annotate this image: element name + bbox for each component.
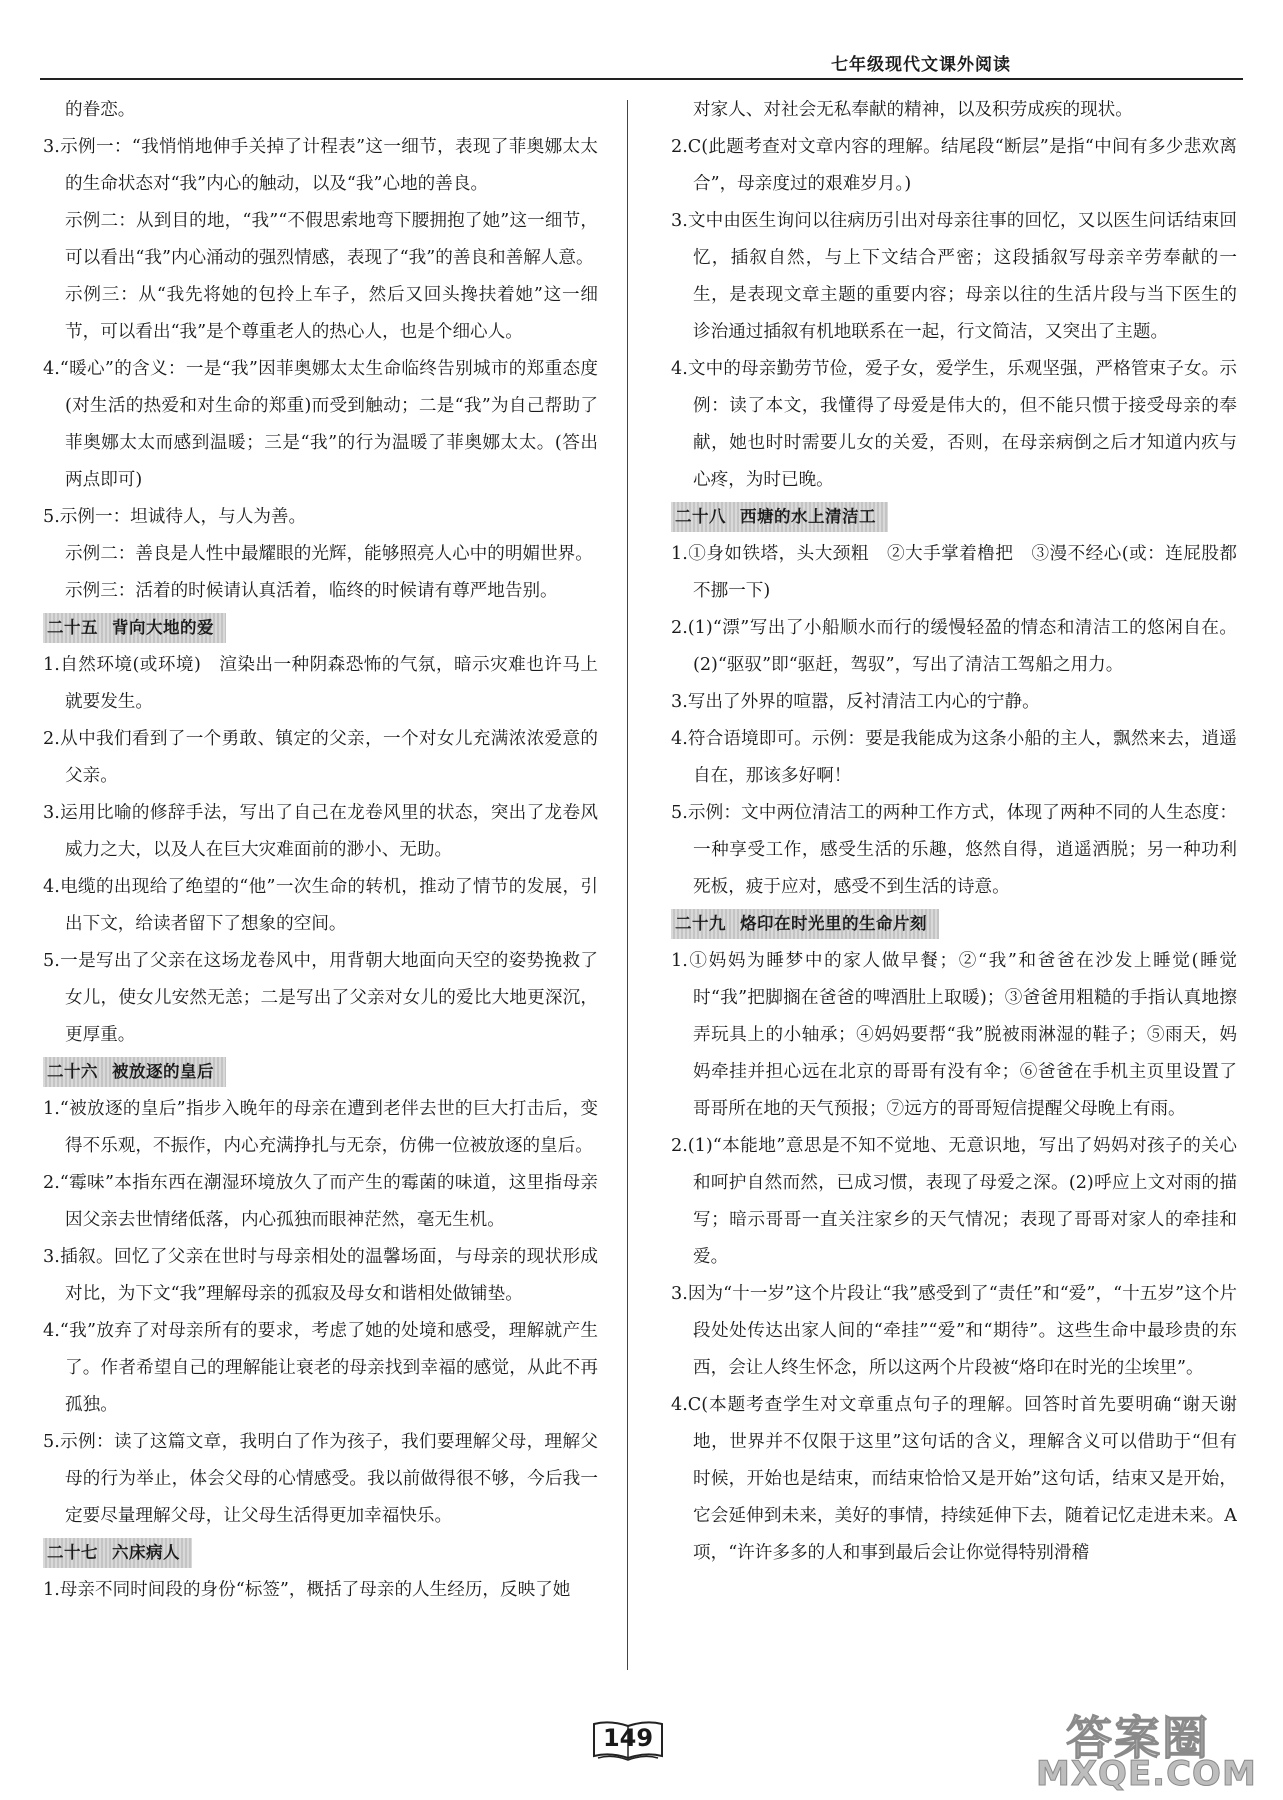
answer-item: 3.写出了外界的喧嚣，反衬清洁工内心的宁静。 xyxy=(671,692,1040,712)
answer-item: 1.“被放逐的皇后”指步入晚年的母亲在遭到老伴去世的巨大打击后，变得不乐观，不振作，内心充满挣扎与无奈，仿佛一位被放逐的皇后。 xyxy=(43,1099,598,1156)
section-heading-row xyxy=(671,906,1237,943)
section-heading xyxy=(671,909,939,939)
answer-continuation: 对家人、对社会无私奉献的精神，以及积劳成疾的现状。 xyxy=(693,100,1133,120)
answer-item: 3.因为“十一岁”这个片段让“我”感受到了“责任”和“爱”，“十五岁”这个片段处处传达出家人间的“牵挂”“爱”和“期待”。这些生命中最珍贵的东西，会让人终生怀念，所以这两个片段被“烙印在时光的尘埃里”。 xyxy=(671,1284,1237,1378)
page-number-badge xyxy=(590,1718,666,1762)
section-heading-row xyxy=(43,610,598,647)
section-heading xyxy=(43,1538,192,1568)
section-heading xyxy=(43,613,226,643)
right-column xyxy=(671,92,1237,1692)
section-number: 二十六 xyxy=(47,1062,98,1081)
section-heading xyxy=(671,502,888,532)
answer-item: 5.一是写出了父亲在这场龙卷风中，用背朝大地面向天空的姿势挽救了女儿，使女儿安然无恙；二是写出了父亲对女儿的爱比大地更深沉，更厚重。 xyxy=(43,951,598,1045)
section-title: 被放逐的皇后 xyxy=(112,1062,214,1081)
section-heading-row xyxy=(43,1054,598,1091)
answer-item: 1.自然环境(或环境) 渲染出一种阴森恐怖的气氛，暗示灾难也许马上就要发生。 xyxy=(43,655,598,712)
answer-continuation: 示例二：从到目的地，“我”“不假思索地弯下腰拥抱了她”这一细节，可以看出“我”内心涌动的强烈情感，表现了“我”的善良和善解人意。 xyxy=(65,211,598,268)
section-title: 六床病人 xyxy=(112,1543,180,1562)
answer-continuation: 示例三：从“我先将她的包拎上车子，然后又回头搀扶着她”这一细节，可以看出“我”是个尊重老人的热心人，也是个细心人。 xyxy=(65,285,598,342)
section-title: 背向大地的爱 xyxy=(112,618,214,637)
answer-item: 2.(1)“本能地”意思是不知不觉地、无意识地，写出了妈妈对孩子的关心和呵护自然而然，已成习惯，表现了母爱之深。(2)呼应上文对雨的描写；暗示哥哥一直关注家乡的天气情况；表现了哥哥对家人的牵挂和爱。 xyxy=(671,1136,1237,1267)
answer-item: 3.示例一：“我悄悄地伸手关掉了计程表”这一细节，表现了菲奥娜太太的生命状态对“我”内心的触动，以及“我”心地的善良。 xyxy=(43,137,598,194)
answer-continuation: 示例三：活着的时候请认真活着，临终的时候请有尊严地告别。 xyxy=(65,581,558,601)
answer-continuation: 示例二：善良是人性中最耀眼的光辉，能够照亮人心中的明媚世界。 xyxy=(65,544,593,564)
watermark-logo-text: 答案圈 xyxy=(1066,1711,1210,1765)
header-title: 七年级现代文课外阅读 xyxy=(831,55,1011,75)
section-title: 西塘的水上清洁工 xyxy=(740,507,876,526)
section-number: 二十八 xyxy=(675,507,726,526)
answer-item: 4.“暖心”的含义：一是“我”因菲奥娜太太生命临终告别城市的郑重态度(对生活的热爱和对生命的郑重)而受到触动；二是“我”为自己帮助了菲奥娜太太而感到温暖；三是“我”的行为温暖了菲奥娜太太。(答出两点即可) xyxy=(43,359,598,490)
header-rule xyxy=(40,78,1243,80)
answer-item: 1.①妈妈为睡梦中的家人做早餐；②“我”和爸爸在沙发上睡觉(睡觉时“我”把脚搁在爸爸的啤酒肚上取暖)；③爸爸用粗糙的手指认真地擦弄玩具上的小轴承；④妈妈要帮“我”脱被雨淋湿的鞋子；⑤雨天，妈妈牵挂并担心远在北京的哥哥有没有伞；⑥爸爸在手机主页里设置了哥哥所在地的天气预报；⑦远方的哥哥短信提醒父母晚上有雨。 xyxy=(671,951,1237,1119)
section-number: 二十七 xyxy=(47,1543,98,1562)
column-divider xyxy=(627,100,628,1670)
answer-item: 2.从中我们看到了一个勇敢、镇定的父亲，一个对女儿充满浓浓爱意的父亲。 xyxy=(43,729,598,786)
answer-item: 2.C(此题考查对文章内容的理解。结尾段“断层”是指“中间有多少悲欢离合”，母亲度过的艰难岁月。) xyxy=(671,137,1237,194)
answer-item: 4.C(本题考查学生对文章重点句子的理解。回答时首先要明确“谢天谢地，世界并不仅限于这里”这句话的含义，理解含义可以借助于“但有时候，开始也是结束，而结束恰恰又是开始”这句话，结束又是开始，它会延伸到未来，美好的事情，持续延伸下去，随着记忆走进未来。A项，“许许多多的人和事到最后会让你觉得特别滑稽 xyxy=(671,1395,1237,1563)
watermark-url: MXQE.COM xyxy=(1036,1754,1257,1794)
page-number: 149 xyxy=(602,1724,654,1752)
answer-item: 4.文中的母亲勤劳节俭，爱子女，爱学生，乐观坚强，严格管束子女。示例：读了本文，我懂得了母爱是伟大的，但不能只惯于接受母亲的奉献，她也时时需要儿女的关爱，否则，在母亲病倒之后才知道内疚与心疼，为时已晚。 xyxy=(671,359,1237,490)
answer-item: 3.插叙。回忆了父亲在世时与母亲相处的温馨场面，与母亲的现状形成对比，为下文“我”理解母亲的孤寂及母女和谐相处做铺垫。 xyxy=(43,1247,598,1304)
site-watermark xyxy=(1030,1702,1260,1792)
page-header xyxy=(40,0,1243,84)
answer-item: 4.“我”放弃了对母亲所有的要求，考虑了她的处境和感受，理解就产生了。作者希望自己的理解能让衰老的母亲找到幸福的感觉，从此不再孤独。 xyxy=(43,1321,598,1415)
section-heading-row xyxy=(671,499,1237,536)
answer-item: 2.“霉味”本指东西在潮湿环境放久了而产生的霉菌的味道，这里指母亲因父亲去世情绪低落，内心孤独而眼神茫然，毫无生机。 xyxy=(43,1173,598,1230)
answer-item: 3.运用比喻的修辞手法，写出了自己在龙卷风里的状态，突出了龙卷风威力之大，以及人在巨大灾难面前的渺小、无助。 xyxy=(43,803,598,860)
section-number: 二十九 xyxy=(675,914,726,933)
section-heading xyxy=(43,1057,226,1087)
answer-item: 1.①身如铁塔，头大颈粗 ②大手掌着橹把 ③漫不经心(或：连屁股都不挪一下) xyxy=(671,544,1237,601)
left-column xyxy=(43,92,598,1692)
section-number: 二十五 xyxy=(47,618,98,637)
answer-item: 5.示例一：坦诚待人，与人为善。 xyxy=(43,507,307,527)
answer-item: 5.示例：文中两位清洁工的两种工作方式，体现了两种不同的人生态度：一种享受工作，感受生活的乐趣，悠然自得，逍遥洒脱；另一种功利死板，疲于应对，感受不到生活的诗意。 xyxy=(671,803,1237,897)
section-title: 烙印在时光里的生命片刻 xyxy=(740,914,927,933)
answer-item: 2.(1)“漂”写出了小船顺水而行的缓慢轻盈的情态和清洁工的悠闲自在。(2)“驱驭”即“驱赶，驾驭”，写出了清洁工驾船之用力。 xyxy=(671,618,1237,675)
answer-item: 4.电缆的出现给了绝望的“他”一次生命的转机，推动了情节的发展，引出下文，给读者留下了想象的空间。 xyxy=(43,877,598,934)
answer-item: 1.母亲不同时间段的身份“标签”，概括了母亲的人生经历，反映了她 xyxy=(43,1580,571,1600)
answer-item: 5.示例：读了这篇文章，我明白了作为孩子，我们要理解父母，理解父母的行为举止，体会父母的心情感受。我以前做得很不够，今后我一定要尽量理解父母，让父母生活得更加幸福快乐。 xyxy=(43,1432,598,1526)
answer-item: 3.文中由医生询问以往病历引出对母亲往事的回忆，又以医生问话结束回忆，插叙自然，与上下文结合严密；这段插叙写母亲辛劳奉献的一生，是表现文章主题的重要内容；母亲以往的生活片段与当下医生的诊治通过插叙有机地联系在一起，行文简洁，又突出了主题。 xyxy=(671,211,1237,342)
answer-item: 4.符合语境即可。示例：要是我能成为这条小船的主人，飘然来去，逍遥自在，那该多好啊！ xyxy=(671,729,1237,786)
section-heading-row xyxy=(43,1535,598,1572)
answer-continuation: 的眷恋。 xyxy=(65,100,136,120)
